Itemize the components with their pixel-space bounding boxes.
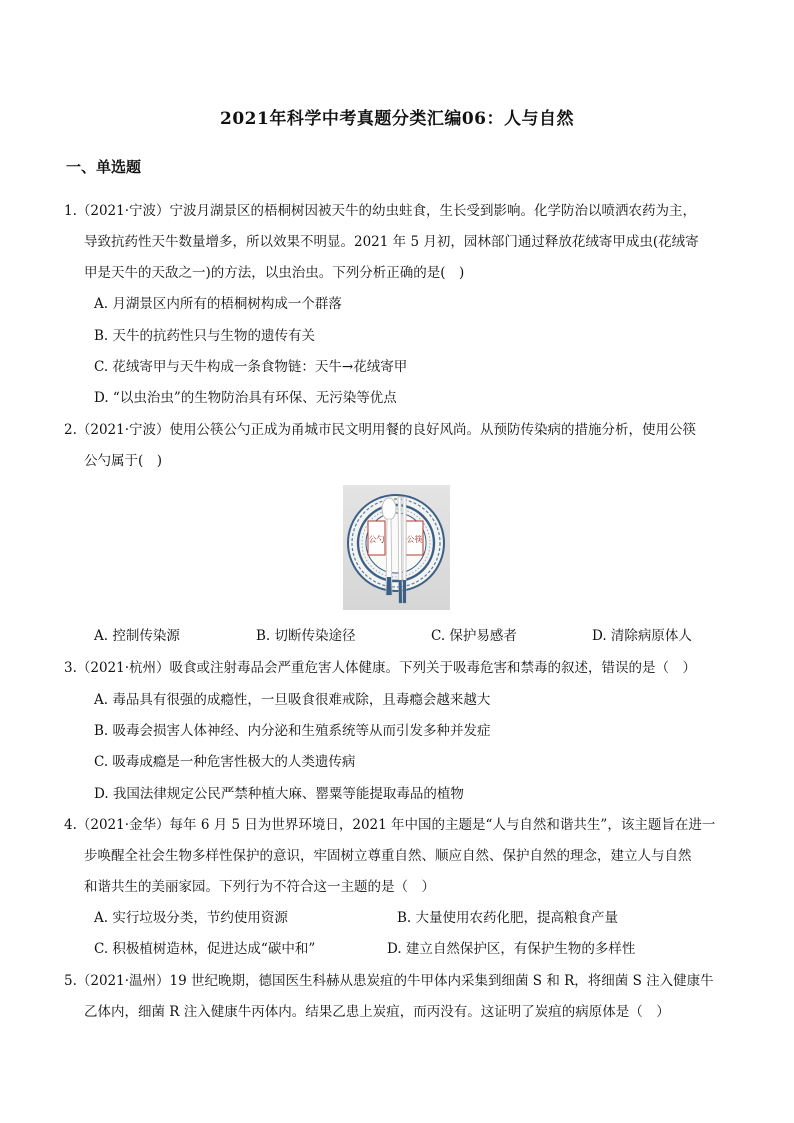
question-1-option-c: C. 花绒寄甲与天牛构成一条食物链：天牛→花绒寄甲 [94, 359, 408, 375]
document-title: 2021年科学中考真题分类汇编06：人与自然 [220, 109, 574, 129]
question-4-option-c: C. 积极植树造林，促进达成“碳中和” [94, 941, 316, 957]
question-1-line-2: 导致抗药性天牛数量增多，所以效果不明显。2021 年 5 月初，园林部门通过释放花绒寄甲成虫(花绒寄 [84, 234, 699, 250]
question-3-option-a: A. 毒品具有很强的成瘾性，一旦吸食很难戒除，且毒瘾会越来越大 [94, 692, 491, 708]
question-4-line-3: 和谐共生的美丽家园。下列行为不符合这一主题的是（ ） [84, 879, 435, 895]
question-5-line-1: 5.（2021·温州）19 世纪晚期，德国医生科赫从患炭疽的牛甲体内采集到细菌 S 和 R，将细菌 S 注入健康牛 [64, 973, 714, 989]
question-2-line-1: 2.（2021·宁波）使用公筷公勺正成为甬城市民文明用餐的良好风尚。从预防传染病的措施分析，使用公筷 [64, 422, 697, 438]
public-chopsticks-spoon-figure [343, 485, 450, 610]
question-1-option-d: D. “以虫治虫”的生物防治具有环保、无污染等优点 [94, 390, 397, 406]
question-4-line-1: 4.（2021·金华）每年 6 月 5 日为世界环境日，2021 年中国的主题是“人与自然和谐共生”，该主题旨在进一 [64, 817, 716, 833]
question-3-option-b: B. 吸毒会损害人体神经、内分泌和生殖系统等从而引发多种并发症 [94, 723, 491, 739]
question-2-option-c: C. 保护易感者 [431, 628, 517, 644]
question-2-option-b: B. 切断传染途径 [256, 628, 356, 644]
question-2-line-2: 公勺属于( ) [84, 453, 163, 469]
question-5-line-2: 乙体内，细菌 R 注入健康牛丙体内。结果乙患上炭疽，而丙没有。这证明了炭疽的病原体是（ ） [84, 1004, 670, 1020]
question-4-option-d: D. 建立自然保护区，有保护生物的多样性 [387, 941, 636, 957]
figure-label-chopsticks: 公筷 [406, 535, 423, 544]
question-1-line-3: 甲是天牛的天敌之一)的方法，以虫治虫。下列分析正确的是( ) [84, 265, 465, 281]
question-3-option-c: C. 吸毒成瘾是一种危害性极大的人类遗传病 [94, 754, 356, 770]
question-3-line-1: 3.（2021·杭州）吸食或注射毒品会严重危害人体健康。下列关于吸毒危害和禁毒的叙述，错误的是（ ） [64, 660, 697, 676]
figure-label-spoon: 公勺 [368, 535, 385, 544]
question-4-line-2: 步唤醒全社会生物多样性保护的意识，牢固树立尊重自然、顺应自然、保护自然的理念，建立人与自然 [84, 848, 692, 864]
question-1-option-b: B. 天牛的抗药性只与生物的遗传有关 [94, 328, 316, 344]
question-2-option-d: D. 清除病原体人 [592, 628, 692, 644]
question-1-option-a: A. 月湖景区内所有的梧桐树构成一个群落 [94, 296, 342, 312]
question-1-line-1: 1.（2021·宁波）宁波月湖景区的梧桐树因被天牛的幼虫蛀食，生长受到影响。化学防治以喷洒农药为主， [64, 203, 697, 219]
section-heading: 一、单选题 [66, 158, 142, 176]
question-4-option-b: B. 大量使用农药化肥，提高粮食产量 [397, 910, 619, 926]
question-3-option-d: D. 我国法律规定公民严禁种植大麻、罂粟等能提取毒品的植物 [94, 786, 464, 802]
question-2-option-a: A. 控制传染源 [94, 628, 180, 644]
question-4-option-a: A. 实行垃圾分类，节约使用资源 [94, 910, 288, 926]
